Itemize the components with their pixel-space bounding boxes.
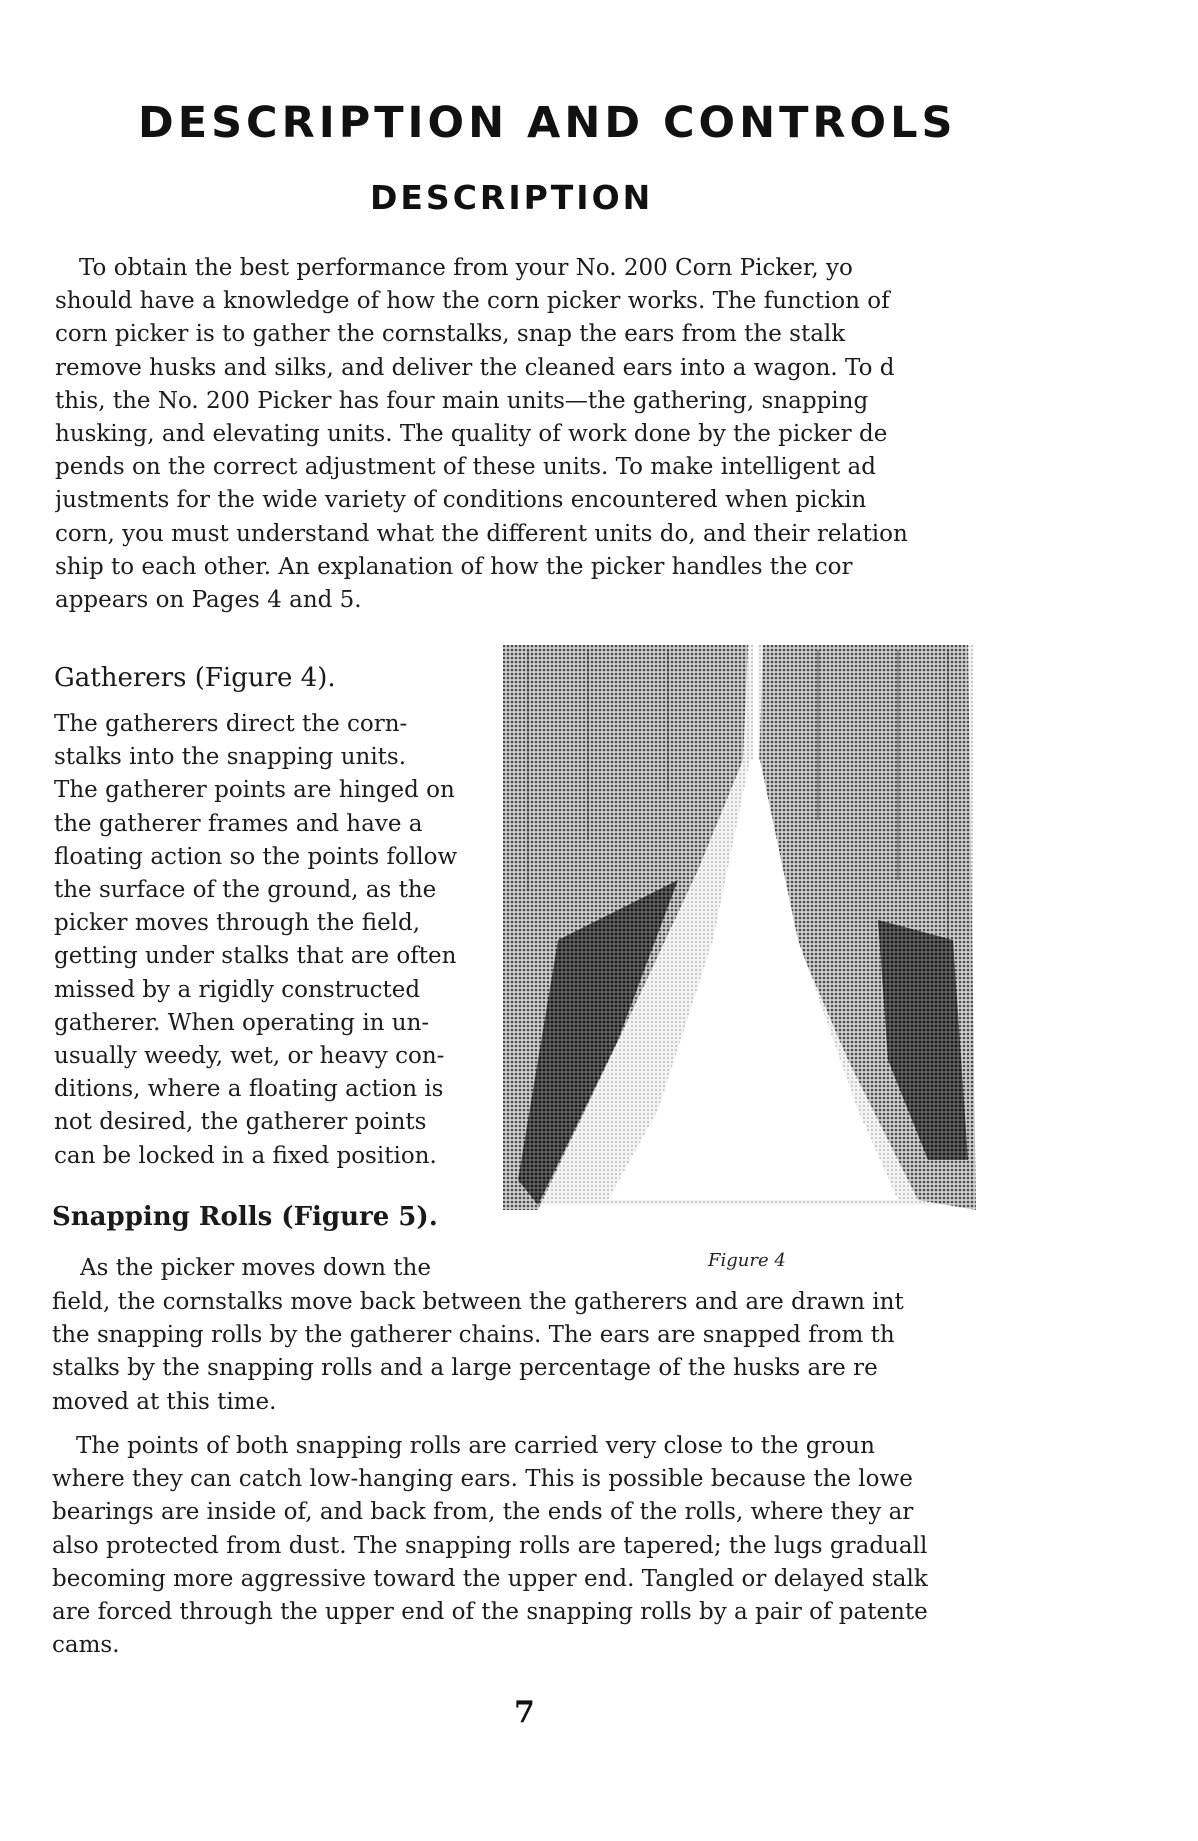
text-line: also protected from dust. The snapping rolls are tapered; the lugs graduall [52,1532,928,1559]
text-line: ship to each other. An explanation of how the picker handles the cor [55,553,853,580]
text-line: the snapping rolls by the gatherer chains. The ears are snapped from th [52,1322,895,1349]
text-line: the gatherer frames and have a [54,810,423,837]
page-number: 7 [514,1695,535,1730]
text-line: The points of both snapping rolls are carried very close to the groun [76,1433,875,1459]
text-line: ditions, where a floating action is [54,1076,444,1103]
text-line: field, the cornstalks move back between the gatherers and are drawn int [52,1289,904,1315]
gatherers-heading: Gatherers (Figure 4). [54,663,336,693]
text-line: missed by a rigidly constructed [54,976,421,1003]
text-line: appears on Pages 4 and 5. [55,587,362,614]
section-title: DESCRIPTION [370,178,654,217]
snapping-rolls-heading: Snapping Rolls (Figure 5). [52,1202,438,1232]
intro-paragraph [55,252,985,617]
snapping-paragraph-2 [52,1430,987,1662]
snapping-paragraph [52,1286,987,1419]
text-line: To obtain the best performance from your No. 200 Corn Picker, yo [79,255,853,281]
text-line: where they can catch low-hanging ears. This is possible because the lowe [52,1466,913,1493]
snapping-first-line [80,1252,500,1285]
text-line: picker moves through the field, [54,910,421,937]
text-line: not desired, the gatherer points [54,1109,427,1136]
corn-picker-gatherers-image [498,640,983,1220]
text-line: As the picker moves down the [80,1255,431,1281]
text-line: cams. [52,1632,120,1659]
text-line: the surface of the ground, as the [54,877,437,904]
text-line: gatherer. When operating in un- [54,1009,430,1036]
text-line: are forced through the upper end of the snapping rolls by a pair of patente [52,1599,928,1626]
text-line: this, the No. 200 Picker has four main units—the gathering, snapping [55,387,869,414]
text-line: can be locked in a fixed position. [54,1142,437,1169]
page-title: DESCRIPTION AND CONTROLS [138,98,957,148]
text-line: The gatherers direct the corn- [54,711,408,737]
text-line: floating action so the points follow [54,843,458,870]
text-line: stalks by the snapping rolls and a large percentage of the husks are re [52,1355,878,1382]
figure-caption: Figure 4 [708,1250,786,1271]
text-line: justments for the wide variety of conditions encountered when pickin [55,487,867,514]
text-line: pends on the correct adjustment of these units. To make intelligent ad [55,454,876,481]
text-line: moved at this time. [52,1388,277,1415]
figure-4-photo [498,640,983,1220]
text-line: usually weedy, wet, or heavy con- [54,1043,445,1070]
text-line: corn, you must understand what the different units do, and their relation [55,520,908,547]
gatherers-paragraph [54,708,484,1173]
text-line: corn picker is to gather the cornstalks, snap the ears from the stalk [55,321,846,348]
text-line: remove husks and silks, and deliver the cleaned ears into a wagon. To d [55,354,895,381]
text-line: stalks into the snapping units. [54,744,407,771]
text-line: The gatherer points are hinged on [54,777,455,804]
text-line: getting under stalks that are often [54,943,457,970]
text-line: should have a knowledge of how the corn picker works. The function of [55,288,890,315]
text-line: becoming more aggressive toward the upper end. Tangled or delayed stalk [52,1565,928,1592]
text-line: bearings are inside of, and back from, the ends of the rolls, where they ar [52,1499,914,1526]
text-line: husking, and elevating units. The quality of work done by the picker de [55,421,888,448]
